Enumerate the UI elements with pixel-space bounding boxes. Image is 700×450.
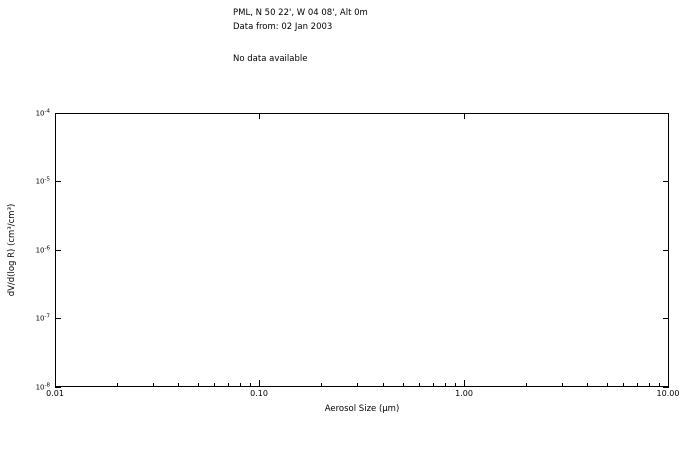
yticklabel-exponent: -4 xyxy=(44,108,50,115)
xtick-major xyxy=(668,380,669,386)
xtick-minor xyxy=(403,383,404,386)
xtick-minor xyxy=(659,383,660,386)
ytick-major xyxy=(55,387,61,388)
xtick-minor xyxy=(383,383,384,386)
xtick-minor xyxy=(321,383,322,386)
xticklabel: 10.00 xyxy=(656,389,680,398)
xtick-minor xyxy=(445,383,446,386)
ytick-major xyxy=(55,318,61,319)
xtick-minor xyxy=(455,383,456,386)
yticklabel: $10^{-7}$ xyxy=(35,313,50,323)
xtick-major xyxy=(55,380,56,386)
axes-frame xyxy=(55,113,669,387)
xtick-minor xyxy=(607,383,608,386)
yticklabel: $10^{-5}$ xyxy=(35,176,50,186)
ytick-major xyxy=(55,113,61,114)
yticklabel-exponent: -7 xyxy=(44,313,50,320)
xtick-minor xyxy=(433,383,434,386)
x-axis-label: Aerosol Size (μm) xyxy=(324,404,400,414)
xtick-minor xyxy=(649,383,650,386)
ytick-major-right xyxy=(663,387,669,388)
ytick-major-right xyxy=(663,181,669,182)
yticklabel-exponent: -6 xyxy=(44,245,50,252)
xtick-minor xyxy=(526,383,527,386)
ytick-major-right xyxy=(663,250,669,251)
ytick-major-right xyxy=(663,113,669,114)
header-station-line: PML, N 50 22', W 04 08', Alt 0m xyxy=(233,8,368,18)
xtick-minor xyxy=(419,383,420,386)
xtick-minor xyxy=(178,383,179,386)
xtick-minor xyxy=(562,383,563,386)
yticklabel: $10^{-4}$ xyxy=(35,108,50,118)
xtick-minor xyxy=(250,383,251,386)
ytick-major xyxy=(55,250,61,251)
xtick-major xyxy=(464,380,465,386)
yticklabel-exponent: -5 xyxy=(44,176,50,183)
xtick-minor xyxy=(214,383,215,386)
xtick-minor xyxy=(198,383,199,386)
xtick-major-top xyxy=(464,113,465,119)
y-axis-label: dV/d(log R) (cm³/cm³) xyxy=(7,203,17,297)
xtick-minor xyxy=(228,383,229,386)
xticklabel: 1.00 xyxy=(455,389,473,398)
xtick-minor xyxy=(623,383,624,386)
ytick-major xyxy=(55,181,61,182)
yticklabel-exponent: -8 xyxy=(44,382,50,389)
xtick-minor xyxy=(240,383,241,386)
ytick-major-right xyxy=(663,318,669,319)
no-data-message: No data available xyxy=(233,54,308,64)
xtick-minor xyxy=(153,383,154,386)
header-date-line: Data from: 02 Jan 2003 xyxy=(233,22,333,32)
xtick-minor xyxy=(637,383,638,386)
yticklabel: $10^{-8}$ xyxy=(35,382,50,392)
xtick-minor xyxy=(117,383,118,386)
yticklabel: $10^{-6}$ xyxy=(35,245,50,255)
xticklabel: 0.01 xyxy=(46,389,64,398)
xtick-minor xyxy=(357,383,358,386)
xtick-major xyxy=(259,380,260,386)
xticklabel: 0.10 xyxy=(250,389,268,398)
xtick-minor xyxy=(587,383,588,386)
xtick-major-top xyxy=(259,113,260,119)
